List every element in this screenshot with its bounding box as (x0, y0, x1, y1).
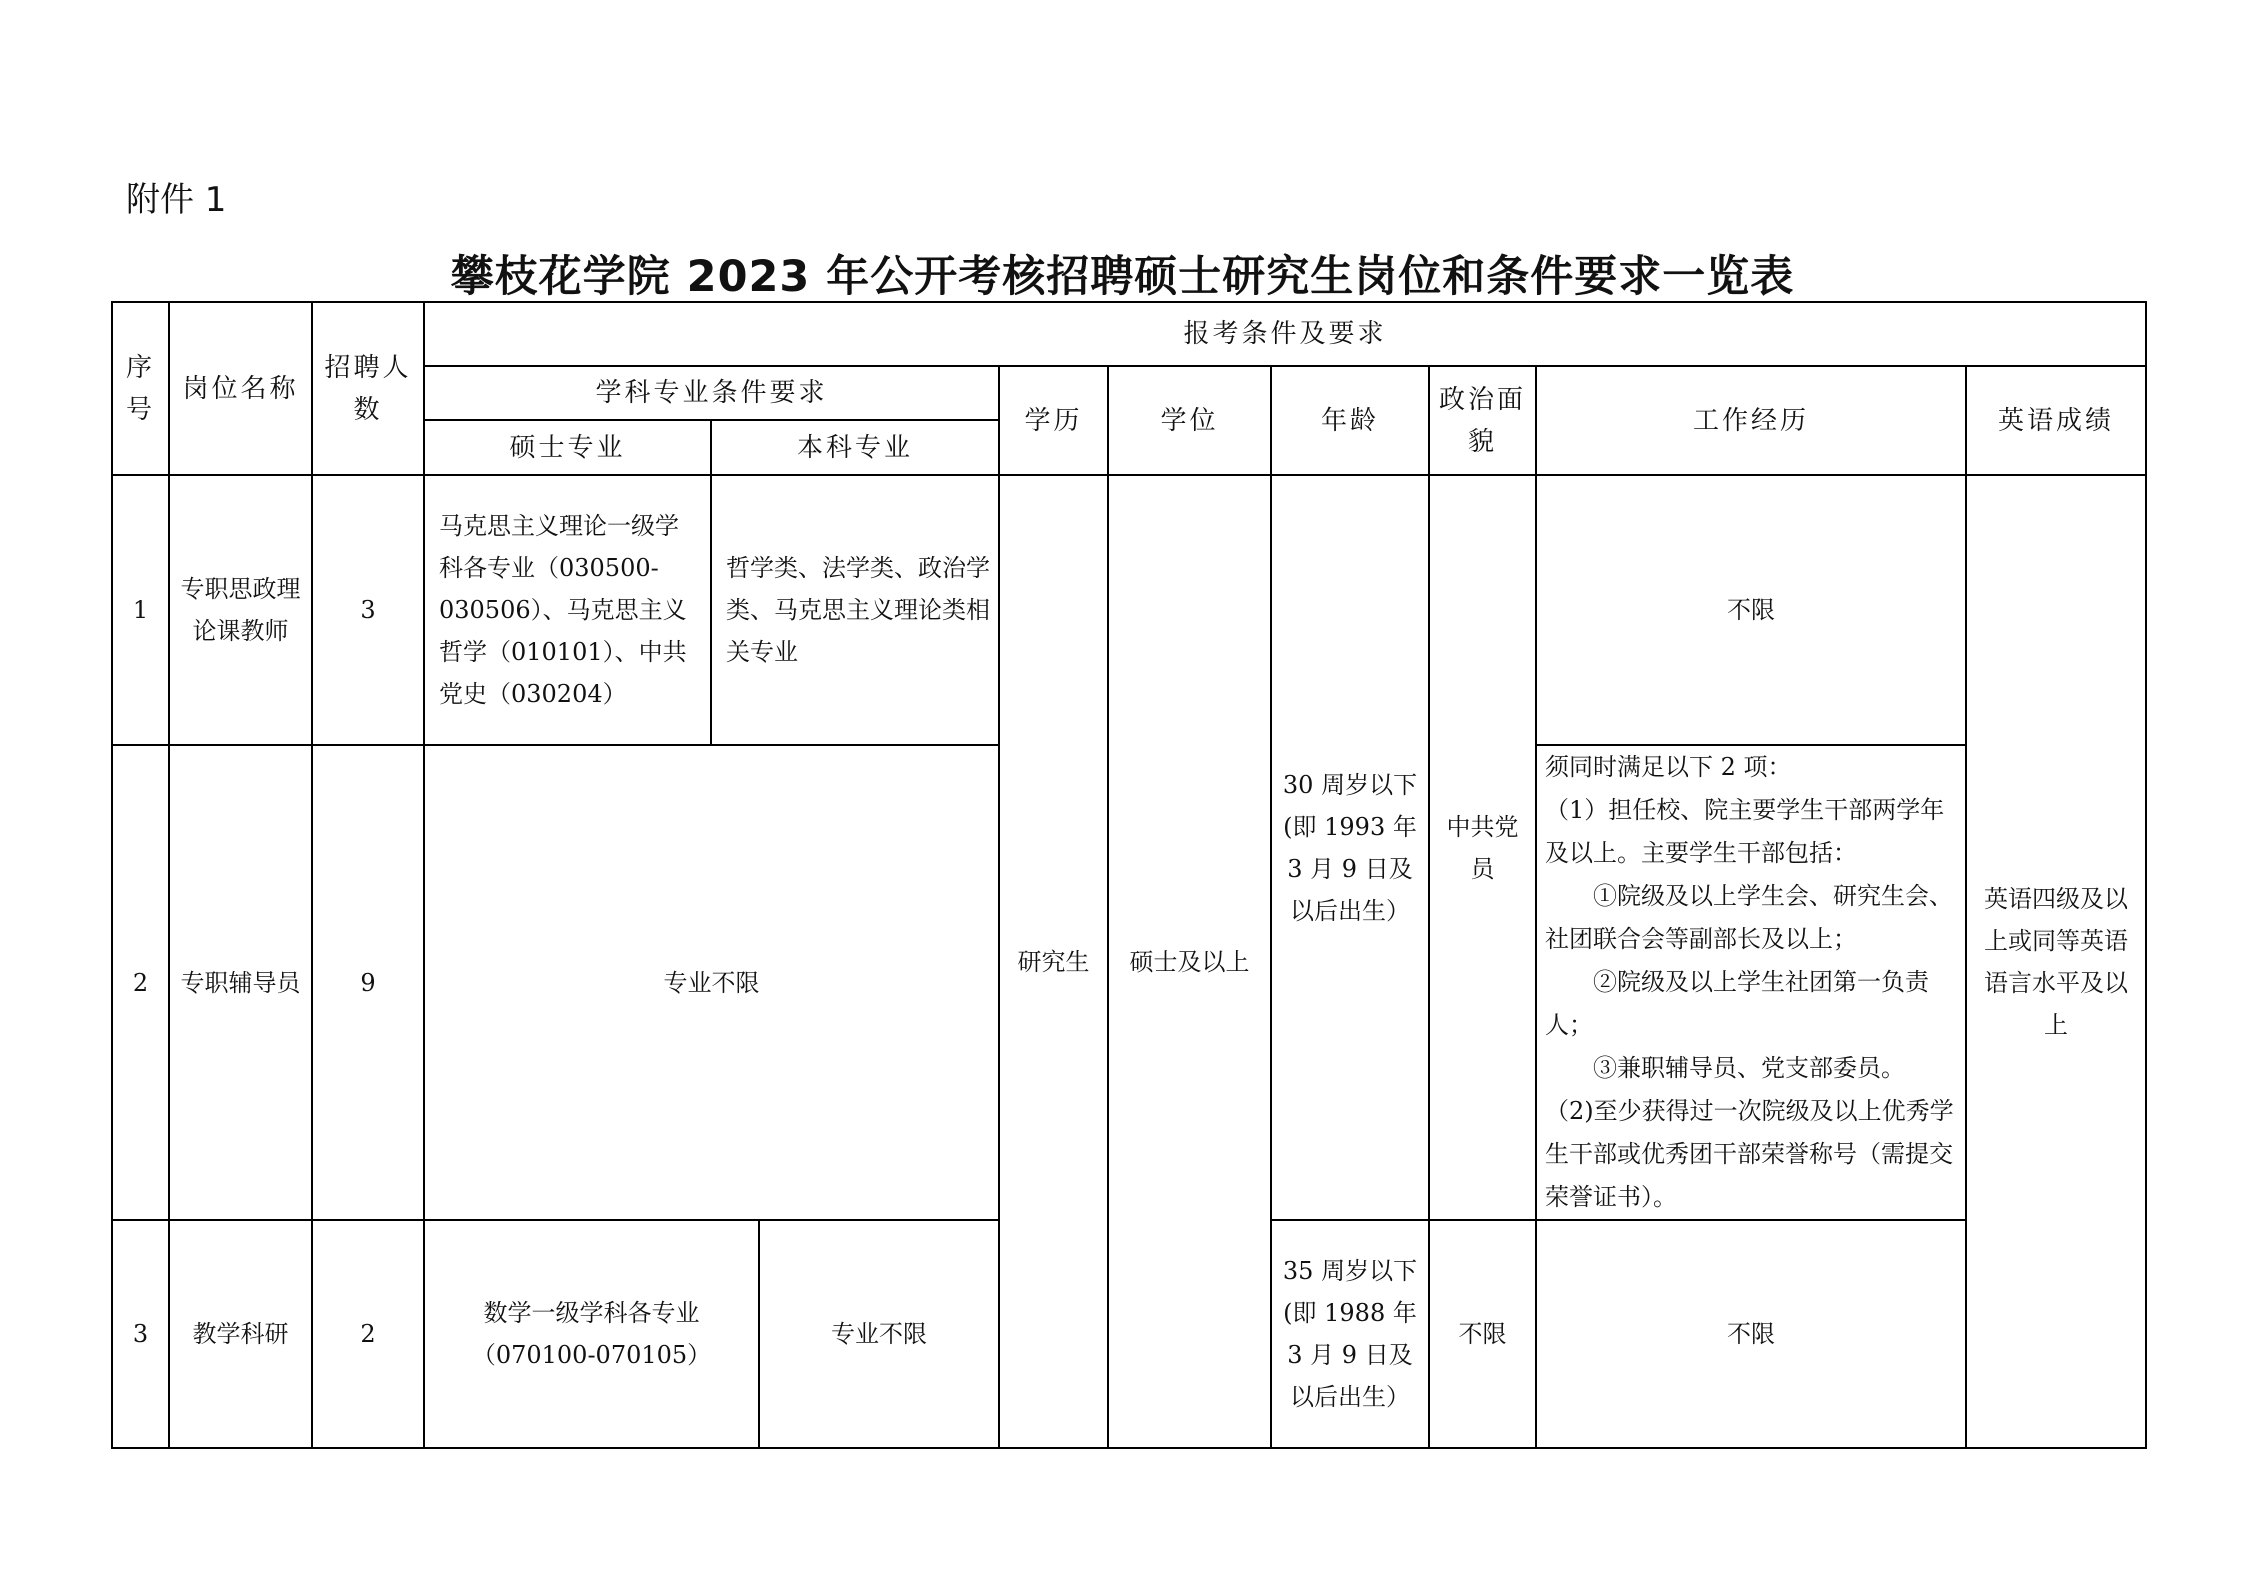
row3-seq: 3 (112, 1220, 169, 1448)
english-cell: 英语四级及以上或同等英语语言水平及以上 (1966, 475, 2146, 1448)
row1-seq: 1 (112, 475, 169, 745)
header-master-major: 硕士专业 (424, 420, 711, 475)
education-cell: 研究生 (999, 475, 1108, 1448)
header-english: 英语成绩 (1966, 366, 2146, 475)
row2-major: 专业不限 (424, 745, 999, 1220)
attachment-label: 附件 1 (126, 180, 227, 220)
header-seq: 序号 (112, 302, 169, 475)
table-row (112, 475, 2146, 745)
header-position: 岗位名称 (169, 302, 312, 475)
row3-position: 教学科研 (169, 1220, 312, 1448)
requirement-line: 须同时满足以下 2 项： (1545, 753, 1792, 781)
requirement-line: ②院级及以上学生社团第一负责人； (1545, 968, 1929, 1039)
header-education: 学历 (999, 366, 1108, 475)
row3-age: 35 周岁以下(即 1988 年 3 月 9 日及以后出生） (1271, 1220, 1429, 1448)
row3-master-major: 数学一级学科各专业（070100-070105） (424, 1220, 759, 1448)
row1-bachelor-major: 哲学类、法学类、政治学类、马克思主义理论类相关专业 (711, 475, 999, 745)
row3-work: 不限 (1536, 1220, 1966, 1448)
row2-work-requirements (1536, 745, 1966, 1220)
row1-position: 专职思政理论课教师 (169, 475, 312, 745)
header-political: 政治面貌 (1429, 366, 1536, 475)
degree-cell: 硕士及以上 (1108, 475, 1271, 1448)
header-count: 招聘人数 (312, 302, 424, 475)
header-bachelor-major: 本科专业 (711, 420, 999, 475)
row3-political: 不限 (1429, 1220, 1536, 1448)
header-conditions: 报考条件及要求 (424, 302, 2146, 366)
header-work: 工作经历 (1536, 366, 1966, 475)
row1-count: 3 (312, 475, 424, 745)
row2-seq: 2 (112, 745, 169, 1220)
political-cell-rows-1-2: 中共党员 (1429, 475, 1536, 1220)
header-degree: 学位 (1108, 366, 1271, 475)
requirement-line: （2)至少获得过一次院级及以上优秀学生干部或优秀团干部荣誉称号（需提交荣誉证书）。 (1545, 1097, 1954, 1211)
row2-position: 专职辅导员 (169, 745, 312, 1220)
age-cell-rows-1-2: 30 周岁以下(即 1993 年 3 月 9 日及以后出生） (1271, 475, 1429, 1220)
header-age: 年龄 (1271, 366, 1429, 475)
row1-master-major: 马克思主义理论一级学科各专业（030500-030506）、马克思主义哲学（010101）、中共党史（030204） (424, 475, 711, 745)
row1-work: 不限 (1536, 475, 1966, 745)
requirement-line: ③兼职辅导员、党支部委员。 (1593, 1054, 1905, 1082)
header-major-req: 学科专业条件要求 (424, 366, 999, 420)
requirement-line: ①院级及以上学生会、研究生会、社团联合会等副部长及以上； (1545, 882, 1953, 953)
requirement-line: （1）担任校、院主要学生干部两学年及以上。主要学生干部包括： (1545, 796, 1945, 867)
row2-count: 9 (312, 745, 424, 1220)
row3-bachelor-major: 专业不限 (759, 1220, 999, 1448)
page-title: 攀枝花学院 2023 年公开考核招聘硕士研究生岗位和条件要求一览表 (450, 252, 1795, 302)
row3-count: 2 (312, 1220, 424, 1448)
recruitment-table (111, 301, 2147, 1449)
